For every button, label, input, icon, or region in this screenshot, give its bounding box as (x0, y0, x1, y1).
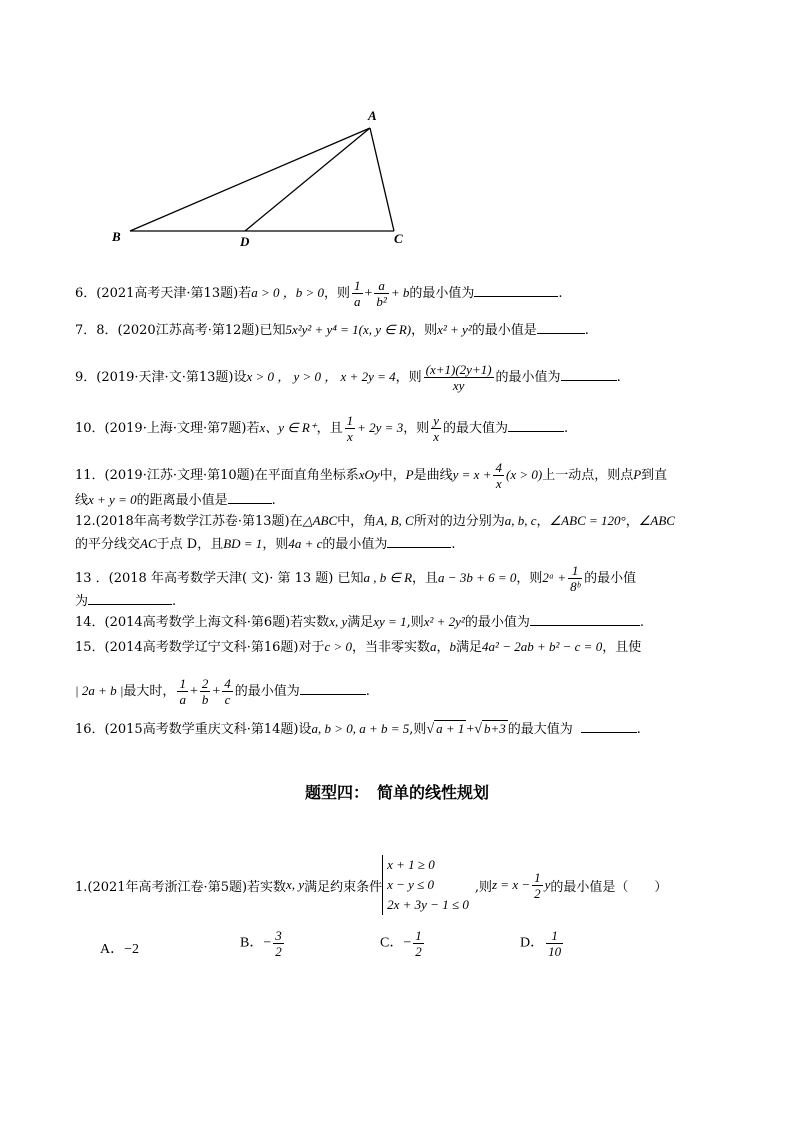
answer-blank[interactable] (508, 419, 564, 432)
problem-15-line-2: | 2a + b |最大时， $\frac{1}{a}$ + $\frac{2}{b}$ + $\frac{4}{c}$ 的最小值为 . (75, 676, 370, 707)
expression: 2ᵃ + (542, 570, 567, 585)
option-b[interactable] (240, 928, 286, 959)
text: ,则 (409, 722, 427, 737)
answer-blank[interactable] (228, 491, 272, 504)
fraction-1-over-a: $\frac{1}{a}$ (179, 676, 186, 707)
problem-11-line-2 (75, 490, 276, 510)
period: . (558, 286, 563, 301)
problem-7-equation: 5x²y² + y⁴ = 1(x, y ∈ R) (285, 322, 412, 337)
problem-9-then: ，则 (395, 370, 422, 385)
text: ,则 (474, 879, 492, 895)
lp-question (75, 852, 667, 918)
constraint-system (382, 855, 469, 915)
fraction-a-over-b2: $\frac{a}{\text{b²}}$ (376, 278, 387, 309)
problem-9-question: 的最小值为 (495, 370, 561, 385)
triangle-abc: △ABC (302, 513, 338, 528)
problem-7-then: ，则 (411, 323, 438, 338)
problem-10-source: 10．(2019·上海·文理·第7题)若 (75, 421, 260, 436)
option-sign: − (403, 935, 412, 951)
coordinate-system: xOy (358, 467, 380, 482)
problem-9 (75, 362, 621, 393)
answer-blank[interactable] (530, 613, 640, 626)
var-a: a (430, 639, 437, 654)
problem-13-line-1 (75, 563, 637, 594)
problem-16 (75, 719, 641, 739)
problem-10 (75, 413, 569, 444)
text: 到直 (641, 468, 668, 483)
problem-12-question: 的最小值为 (322, 537, 388, 552)
sides: a, b, c (504, 513, 537, 528)
period: . (616, 370, 621, 385)
problem-13-question: 的最小值 (584, 571, 637, 586)
text: 满足 (456, 640, 483, 655)
problem-14-question: 的最小值为 (464, 615, 530, 630)
text: ，且使 (602, 640, 642, 655)
problem-12-line-1 (75, 511, 675, 531)
objective: z = x − (491, 877, 531, 892)
curve-equation: y = x + (452, 467, 492, 482)
problem-13-line-2 (75, 592, 176, 612)
period: . (451, 537, 456, 552)
sqrt-sign: √ (426, 722, 435, 737)
text: 所对的边分别为 (413, 514, 505, 529)
problem-7-question: 的最小值是 (471, 323, 537, 338)
section-title: 题型四： 简单的线性规划 (304, 783, 489, 802)
fraction-4-over-c: $\frac{4}{c}$ (224, 676, 231, 707)
fraction-y-over-x: $\frac{y}{x}$ (433, 413, 440, 444)
line-equation: x + y = 0 (88, 492, 137, 507)
problem-6-source: 6．(2021高考天津·第13题)若 (75, 286, 252, 301)
var-b: b (449, 639, 457, 654)
equation: 4a² − 2ab + b² − c = 0 (482, 639, 603, 654)
text: ， (536, 514, 550, 529)
vertex-label-a: A (368, 108, 377, 123)
problem-12-line-2 (75, 534, 456, 554)
text: 满足约束条件 (304, 879, 383, 895)
problem-7-expression: x² + y² (437, 322, 472, 337)
fraction-1-over-8b: $\frac{1}{\text{8ᵇ}}$ (570, 563, 581, 594)
text: 中， (379, 468, 406, 483)
segment-ad (245, 128, 370, 231)
condition: a − 3b + 6 = 0 (438, 570, 517, 585)
fraction-1-over-2: $\frac{1}{2}$ (534, 869, 541, 901)
text: ， (436, 640, 450, 655)
problem-6-question: 的最小值为 (409, 286, 475, 301)
absolute-value: | 2a + b | (75, 683, 124, 698)
text: 是曲线 (413, 468, 453, 483)
option-d[interactable] (520, 928, 565, 959)
constraint-3: 2x + 3y − 1 ≤ 0 (387, 897, 469, 912)
answer-blank[interactable] (561, 368, 617, 381)
text: 上一动点，则点 (542, 468, 634, 483)
problem-10-and: ，且 (316, 421, 343, 436)
lp-question-source: 1.(2021年高考浙江卷·第5题)若实数 (75, 879, 287, 895)
expression: x² + 2y² (423, 614, 465, 629)
bd-condition: BD = 1 (223, 536, 263, 551)
problem-7-source: 7．8．(2020江苏高考·第12题)已知 (75, 323, 286, 338)
problem-14-source: 14．(2014高考数学上海文科·第6题)若实数 (75, 615, 330, 630)
segment-ac-label: AC (140, 536, 157, 551)
period: . (172, 594, 177, 609)
problem-11-question: 的距离最小值是 (136, 493, 228, 508)
option-a[interactable] (100, 938, 139, 958)
text: ，则 (262, 537, 289, 552)
triangle-figure (100, 100, 420, 260)
option-label: A． (100, 942, 125, 957)
sqrt-b-plus-3: b+3 (483, 721, 506, 736)
problem-16-source: 16．(2015高考数学重庆文科·第14题)设 (75, 722, 312, 737)
answer-blank[interactable] (581, 720, 637, 733)
domain: a , b ∈ R (363, 570, 413, 585)
problem-15-source: 15．(2014高考数学辽宁文科·第16题)对于 (75, 640, 325, 655)
point-label-d: D (240, 234, 250, 249)
text: 为 (75, 594, 89, 609)
problem-6-condition: a > 0 ，b > 0 (251, 285, 324, 300)
answer-blank[interactable] (88, 592, 172, 605)
problem-13-source: 13 ．(2018 年高考数学天津( 文)· 第 13 题) 已知 (75, 571, 364, 586)
problem-10-question: 的最大值为 (443, 421, 509, 436)
problem-7 (75, 320, 589, 340)
vertex-label-c: C (394, 231, 403, 246)
problem-11-line-1 (75, 460, 668, 491)
option-label: D． (520, 935, 545, 951)
variables: x, y (329, 614, 348, 629)
constraint-1: x + 1 ≥ 0 (387, 857, 435, 872)
fraction-2-over-b: $\frac{2}{b}$ (201, 676, 209, 707)
fraction-4-over-x: $\frac{4}{x}$ (495, 460, 502, 491)
option-sign: − (263, 935, 272, 951)
problem-15-line-1 (75, 637, 641, 657)
angles: A, B, C (376, 513, 414, 528)
text: 线 (75, 493, 89, 508)
angle-condition: ∠ABC = 120° (549, 513, 626, 528)
option-label: B． (240, 935, 264, 951)
problem-6-then: ，则 (323, 286, 350, 301)
period: . (564, 421, 569, 436)
text: 满足 (347, 615, 374, 630)
problem-10-then: ，则 (403, 421, 430, 436)
period: . (584, 323, 589, 338)
problem-10-condition: x、y ∈ R⁺ (259, 420, 317, 435)
sqrt-a-plus-1: a + 1 (436, 721, 465, 736)
problem-6-plus-b: + b (390, 285, 410, 300)
var-y: y (544, 877, 551, 892)
text: 中，角 (337, 514, 377, 529)
curve-domain: (x > 0) (505, 467, 543, 482)
text: ， (625, 514, 639, 529)
variables: x, y (286, 877, 305, 892)
period: . (365, 684, 370, 699)
answer-blank[interactable] (537, 321, 585, 334)
point-p: P (633, 467, 642, 482)
text: ,则 (406, 615, 424, 630)
period: . (639, 615, 644, 630)
answer-blank[interactable] (387, 535, 451, 548)
condition: a, b > 0, a + b = 5 (311, 721, 410, 736)
sqrt-sign: √ (474, 722, 482, 737)
lp-question-ask: 的最小值是（ ） (550, 879, 668, 895)
point-p: P (405, 467, 414, 482)
fraction-1-over-a: $\frac{1}{a}$ (354, 278, 361, 309)
option-c[interactable] (380, 928, 426, 959)
answer-blank[interactable] (474, 284, 558, 297)
option-label: C． (380, 935, 404, 951)
option-value: −2 (124, 942, 140, 957)
problem-16-question: 的最大值为 (507, 722, 573, 737)
fraction-product-over-xy: $\frac{(x+1)(2y+1)}{xy}$ (425, 362, 492, 393)
period: . (271, 493, 276, 508)
text: 于点 D，且 (156, 537, 224, 552)
problem-6 (75, 278, 563, 309)
period: . (636, 722, 641, 737)
problem-9-condition: x > 0 ， y > 0 ， x + 2y = 4 (246, 369, 396, 384)
side-ab (130, 128, 370, 231)
angle-abc: ∠ABC (638, 513, 675, 528)
text: ，则 (516, 571, 543, 586)
side-ac (370, 128, 394, 231)
fraction-1-over-x: $\frac{1}{x}$ (346, 413, 354, 444)
option-fraction: $\frac{3}{2}$ (275, 928, 282, 959)
problem-9-source: 9．(2019·天津·文·第13题)设 (75, 370, 247, 385)
problem-15-question: 的最小值为 (234, 684, 300, 699)
text: ，当非零实数 (352, 640, 431, 655)
text: ，且 (412, 571, 439, 586)
condition: xy = 1 (373, 614, 407, 629)
condition: c > 0 (324, 639, 352, 654)
problem-12-source: 12.(2018年高考数学江苏卷·第13题)在 (75, 514, 303, 529)
answer-blank[interactable] (300, 682, 366, 695)
text: 的平分线交 (75, 537, 141, 552)
plus-sign: + (466, 722, 475, 737)
plus-sign: + (364, 286, 373, 301)
problem-11-source: 11．(2019·江苏·文理·第10题)在平面直角坐标系 (75, 468, 359, 483)
text: 最大时， (123, 684, 176, 699)
problem-14 (75, 612, 644, 632)
expression: 4a + c (288, 536, 323, 551)
vertex-label-b: B (112, 229, 121, 244)
option-fraction: $\frac{1}{2}$ (415, 928, 422, 959)
problem-10-equation: + 2y = 3 (357, 420, 404, 435)
constraint-2: x − y ≤ 0 (387, 877, 435, 892)
option-fraction: $\frac{1}{10}$ (548, 928, 562, 959)
